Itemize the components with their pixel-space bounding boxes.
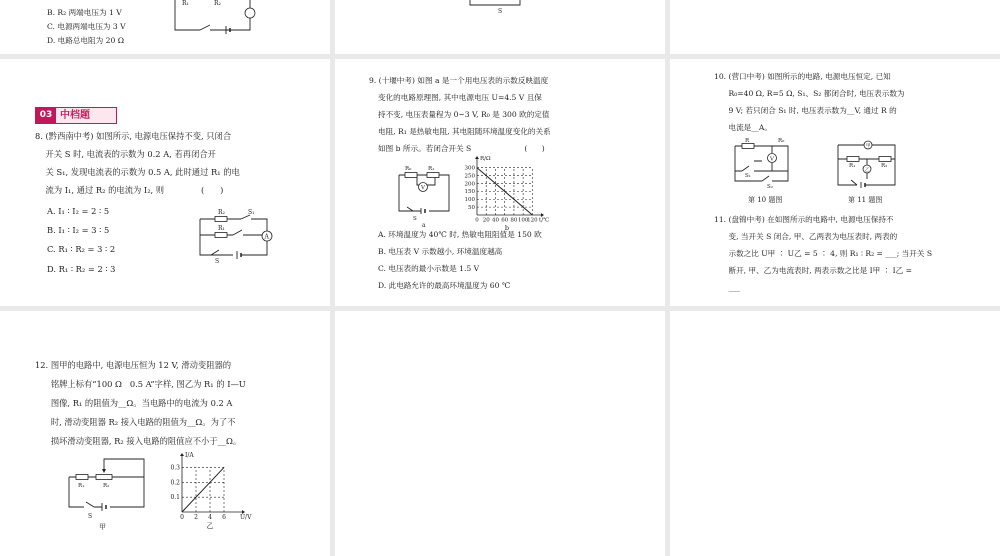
option-c: C. 电源两端电压为 3 V: [47, 22, 126, 31]
series-line: [182, 467, 224, 512]
x-tick-label: 120: [527, 217, 538, 224]
label-s: S: [413, 216, 417, 222]
question-12-line-3: 图像, R₁ 的阻值为__Ω。当电路中的电流为 0.2 A: [35, 398, 233, 408]
option-a: A. 环境温度为 40℃ 时, 热敏电阻阻值是 150 欧: [378, 230, 542, 239]
y-tick-label: 300: [464, 165, 475, 172]
panel-question-8: [0, 59, 330, 306]
x-axis-label: t/℃: [539, 217, 550, 224]
label-r1: R₁: [218, 225, 225, 232]
chart-caption: 乙: [206, 522, 214, 530]
chart-caption: b: [504, 224, 510, 232]
x-tick-label: 60: [501, 217, 509, 224]
option-d: D. 电路总电阻为 20 Ω: [47, 36, 124, 45]
question-12-line-5: 损坏滑动变阻器, R₂ 接入电路的阻值应不小于__Ω。: [35, 436, 242, 446]
option-d: D. 此电路允许的最高环境温度为 60 ℃: [378, 281, 511, 290]
circuit-diagram-q11: [835, 139, 905, 189]
y-tick-label: 200: [464, 181, 475, 188]
voltmeter-label: V: [421, 185, 425, 191]
y-axis-label: R/Ω: [480, 156, 491, 162]
y-axis-arrow: [180, 453, 184, 456]
circuit-diagram-q10: [732, 138, 794, 191]
section-badge: [35, 107, 117, 124]
question-10-line-2: R₀=40 Ω, R=5 Ω, S₁、S₂ 都闭合时, 电压表示数为: [714, 89, 905, 98]
label-s2: S₂: [767, 184, 773, 190]
panel-top-right: [670, 0, 1000, 54]
question-11-line-5: ___: [714, 283, 740, 292]
x-tick-label: 4: [208, 514, 212, 521]
option-b: B. 电压表 V 示数越小, 环境温度越高: [378, 247, 503, 256]
question-9-line-3: 持不变, 电压表量程为 0~3 V, R₀ 是 300 欧的定值: [378, 110, 550, 119]
panel-bottom-right: [670, 311, 1000, 556]
panel-question-10-11: [670, 59, 1000, 306]
circuit-diagram-q8: [197, 211, 277, 263]
meter-a-label: 甲: [866, 144, 871, 149]
x-tick-label: 100: [517, 217, 529, 224]
circuit-diagram: [465, 0, 525, 14]
label-r2: R₂: [218, 209, 225, 216]
panel-top-middle: [335, 0, 665, 54]
label-r1: R₁: [849, 163, 856, 169]
y-tick-label: 150: [464, 189, 475, 196]
panel-top-left: [0, 0, 330, 54]
label-s: S: [88, 513, 93, 520]
section-number: 03: [36, 108, 56, 123]
y-tick-label: 50: [468, 204, 475, 211]
question-8-line-2: 开关 S 时, 电流表的示数为 0.2 A, 若再闭合开: [35, 149, 216, 159]
fig-a-caption: 甲: [99, 523, 106, 531]
y-tick-label: 100: [464, 197, 475, 204]
label-r: R: [745, 138, 750, 144]
question-8-line-3: 关 S₁, 发现电流表的示数为 0.5 A, 此时通过 R₁ 的电: [35, 167, 240, 177]
circuit-diagram: [170, 0, 260, 40]
label-s: S: [215, 258, 220, 265]
label-r0: R₀: [405, 166, 412, 172]
label-s1: S₁: [248, 209, 255, 216]
question-11-line-3: 示数之比 U甲 ∶ U乙 = 5 ∶ 4, 则 R₁ ∶ R₂ = ___; 当开关 S: [714, 249, 933, 258]
question-8-line-1: 8. (黔西南中考) 如图所示, 电源电压保持不变, 只闭合: [35, 131, 232, 141]
question-10-line-1: 10. (营口中考) 如图所示的电路, 电源电压恒定, 已知: [714, 72, 891, 81]
label-r1: R₁: [428, 166, 435, 172]
label-s: S: [498, 8, 503, 15]
x-tick-label: 80: [510, 217, 518, 224]
option-d: D. R₁ ∶ R₂ = 2 ∶ 3: [47, 264, 116, 274]
voltmeter-label: V: [770, 156, 774, 163]
y-tick-label: 0.2: [170, 479, 180, 487]
fig-a-caption: a: [422, 222, 426, 229]
panel-bottom-middle: [335, 311, 665, 556]
x-tick-label: 6: [222, 514, 226, 521]
option-b: B. I₁ ∶ I₂ = 3 ∶ 5: [47, 225, 110, 235]
question-11-line-1: 11. (盘锦中考) 在如图所示的电路中, 电源电压保持不: [714, 215, 894, 224]
panel-question-12: [0, 311, 330, 556]
question-11-line-2: 变, 当开关 S 闭合, 甲、乙两表为电压表时, 两表的: [714, 232, 898, 241]
ammeter-label: A: [264, 233, 269, 241]
meter-b-label: 乙: [865, 168, 870, 173]
label-r2: R₂: [881, 163, 888, 169]
label-r1: R₁: [78, 483, 85, 489]
y-axis-label: I/A: [185, 452, 194, 459]
fig-11-caption: 第 11 题图: [848, 196, 883, 204]
label-r1: R₁: [182, 0, 189, 7]
label-s1: S₁: [745, 173, 751, 179]
y-axis-arrow: [475, 156, 479, 159]
question-9-line-1: 9. (十堰中考) 如图 a 是一个用电压表的示数反映温度: [369, 76, 549, 85]
y-tick-label: 0.3: [170, 464, 180, 472]
option-b: B. R₂ 两端电压为 1 V: [47, 8, 122, 17]
x-tick-label: 2: [194, 514, 198, 521]
temperature-resistance-chart: [455, 156, 555, 232]
question-11-line-4: 断开, 甲、乙为电流表时, 两表示数之比是 I甲 ∶ I乙 =: [714, 266, 913, 275]
y-tick-label: 0.1: [170, 494, 180, 502]
current-voltage-chart: [168, 454, 258, 539]
label-r2: R₂: [214, 0, 221, 7]
circuit-diagram-q12: [66, 457, 148, 531]
question-12-line-1: 12. 图甲的电路中, 电源电压恒为 12 V, 滑动变阻器的: [35, 360, 232, 370]
y-tick-label: 250: [464, 173, 475, 180]
question-12-line-4: 时, 滑动变阻器 R₂ 接入电路的阻值为__Ω。为了不: [35, 417, 236, 427]
x-axis-arrow: [541, 213, 544, 217]
question-10-line-4: 电流是__A。: [714, 123, 772, 132]
x-tick-label: 40: [491, 217, 499, 224]
option-a: A. I₁ ∶ I₂ = 2 ∶ 5: [47, 206, 110, 216]
panel-question-9: [335, 59, 665, 306]
question-9-line-2: 变化的电路原理图, 其中电源电压 U=4.5 V 且保: [378, 93, 542, 102]
option-c: C. 电压表的最小示数是 1.5 V: [378, 264, 480, 273]
section-title: 中档题: [60, 110, 90, 121]
label-r2: R₂: [103, 483, 110, 489]
label-r0: R₀: [778, 138, 785, 144]
question-10-line-3: 9 V; 若只闭合 S₁ 时, 电压表示数为__V, 通过 R 的: [714, 106, 897, 115]
x-tick-label: 0: [180, 514, 184, 521]
option-c: C. R₁ ∶ R₂ = 3 ∶ 2: [47, 244, 116, 254]
question-9-line-5: 如图 b 所示。若闭合开关 S ( ): [378, 144, 545, 153]
fig-10-caption: 第 10 题图: [748, 196, 783, 204]
question-12-line-2: 铭牌上标有“100 Ω 0.5 A”字样, 图乙为 R₁ 的 I—U: [35, 379, 246, 389]
x-axis-label: U/V: [240, 514, 252, 521]
question-8-line-4: 流为 I₁, 通过 R₂ 的电流为 I₂, 则 ( ): [35, 185, 224, 195]
x-tick-label: 0: [475, 217, 479, 224]
question-9-line-4: 电阻, R₁ 是热敏电阻, 其电阻随环境温度变化的关系: [378, 127, 551, 136]
x-tick-label: 20: [482, 217, 490, 224]
circuit-diagram-q9a: [395, 165, 457, 229]
